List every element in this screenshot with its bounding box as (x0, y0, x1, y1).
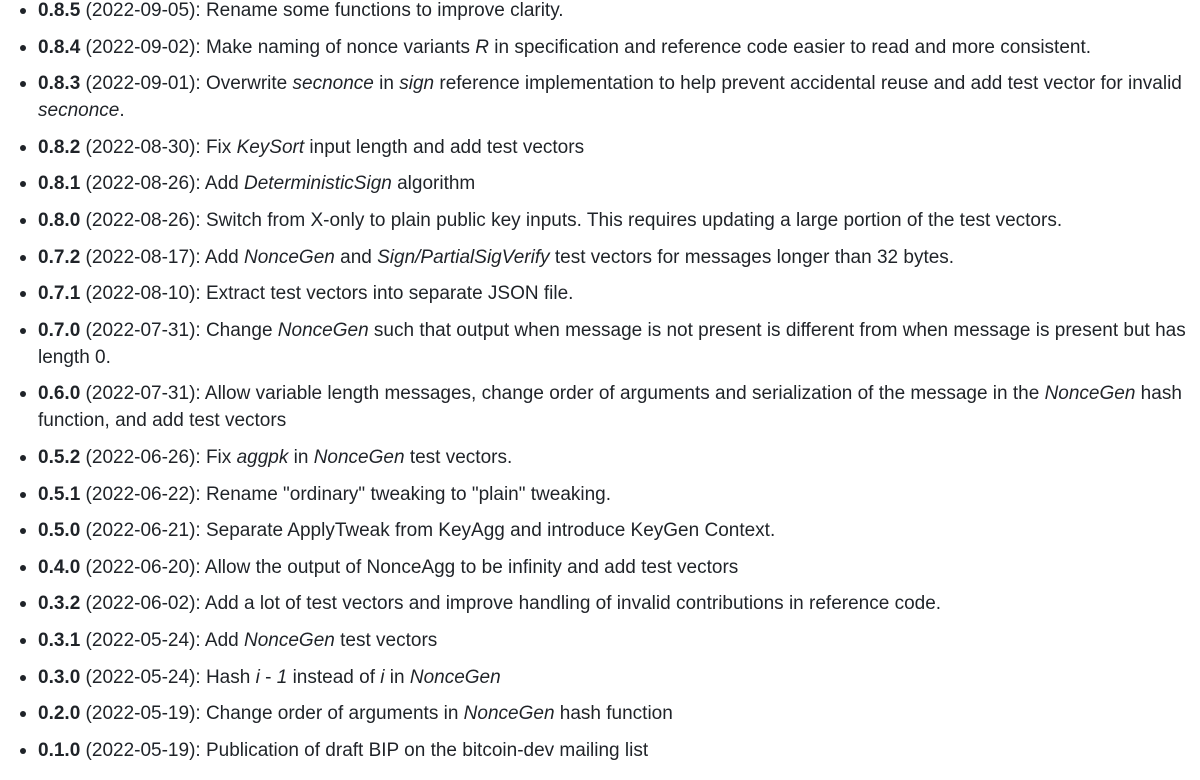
description-text: test vectors for messages longer than 32 bytes. (549, 246, 955, 268)
description-text: hash function, and add test vectors (38, 383, 1182, 432)
changelog-entry (0, 517, 1200, 544)
changelog-entry (0, 737, 1200, 764)
version-number: 0.5.1 (38, 483, 81, 505)
changelog-entry (0, 481, 1200, 508)
release-date: (2022-08-26): (85, 173, 201, 195)
code-term: secnonce (292, 73, 374, 95)
code-term: R (475, 36, 489, 58)
changelog-entry (0, 627, 1200, 654)
description-text: Make naming of nonce variants (205, 36, 476, 58)
changelog-entry (0, 34, 1200, 61)
description-text: Change (205, 319, 278, 341)
release-date: (2022-09-05): (85, 0, 201, 21)
release-date: (2022-07-31): (85, 319, 201, 341)
description-text: Fix (205, 446, 237, 468)
description-text: Overwrite (205, 73, 293, 95)
description-text: in specification and reference code easier to read and more consistent. (489, 36, 1092, 58)
version-number: 0.5.2 (38, 446, 81, 468)
description-text: test vectors. (404, 446, 513, 468)
release-date: (2022-05-24): (85, 666, 201, 688)
description-text: Add (204, 173, 244, 195)
version-number: 0.3.1 (38, 629, 81, 651)
description-text: reference implementation to help prevent accidental reuse and add test vector for invalid (434, 73, 1182, 95)
description-text: Rename "ordinary" tweaking to "plain" tweaking. (205, 483, 612, 505)
description-text: Switch from X-only to plain public key inputs. This requires updating a large portion of the test vectors. (205, 209, 1063, 231)
changelog-entry (0, 170, 1200, 197)
description-text: Change order of arguments in (205, 703, 464, 725)
version-number: 0.3.0 (38, 666, 81, 688)
description-text: Add (204, 246, 244, 268)
release-date: (2022-06-22): (85, 483, 201, 505)
description-text: Fix (205, 136, 237, 158)
description-text: hash function (554, 703, 673, 725)
description-text: Separate ApplyTweak from KeyAgg and introduce KeyGen Context. (205, 520, 776, 542)
code-term: sign (399, 73, 435, 95)
description-text: in (373, 73, 400, 95)
code-term: NonceGen (1044, 383, 1136, 405)
version-number: 0.8.2 (38, 136, 81, 158)
changelog-entry (0, 317, 1200, 371)
description-text: test vectors (334, 629, 438, 651)
version-number: 0.4.0 (38, 556, 81, 578)
code-term: Sign/PartialSigVerify (377, 246, 550, 268)
description-text: Extract test vectors into separate JSON file. (205, 283, 574, 305)
code-term: NonceGen (463, 703, 555, 725)
release-date: (2022-06-26): (85, 446, 201, 468)
version-number: 0.8.3 (38, 73, 81, 95)
version-number: 0.3.2 (38, 593, 81, 615)
code-term: NonceGen (244, 246, 335, 268)
changelog-entry (0, 380, 1200, 434)
release-date: (2022-08-30): (85, 136, 201, 158)
description-text: Allow variable length messages, change order of arguments and serialization of the message in the (204, 383, 1045, 405)
description-text: input length and add test vectors (304, 136, 585, 158)
code-term: aggpk (236, 446, 289, 468)
code-term: 1 (276, 666, 288, 688)
changelog-entry (0, 0, 1200, 24)
release-date: (2022-08-17): (85, 246, 201, 268)
code-term: NonceGen (313, 446, 405, 468)
version-number: 0.7.1 (38, 283, 81, 305)
changelog-entry (0, 280, 1200, 307)
version-number: 0.8.5 (38, 0, 81, 21)
description-text: Add (204, 629, 244, 651)
release-date: (2022-05-24): (85, 629, 201, 651)
version-number: 0.1.0 (38, 739, 81, 761)
description-text: such that output when message is not present is different from when message is present but has length 0. (38, 319, 1186, 368)
code-term: NonceGen (409, 666, 501, 688)
description-text: in (288, 446, 314, 468)
changelog-entry (0, 134, 1200, 161)
release-date: (2022-06-21): (85, 520, 201, 542)
code-term: DeterministicSign (244, 173, 392, 195)
release-date: (2022-06-20): (85, 556, 201, 578)
version-number: 0.8.4 (38, 36, 81, 58)
version-number: 0.7.0 (38, 319, 81, 341)
description-text: . (119, 100, 125, 122)
version-number: 0.2.0 (38, 703, 81, 725)
description-text: Hash (205, 666, 256, 688)
description-text: algorithm (391, 173, 476, 195)
version-number: 0.7.2 (38, 246, 81, 268)
description-text: Publication of draft BIP on the bitcoin-dev mailing list (205, 739, 649, 761)
code-term: KeySort (236, 136, 305, 158)
release-date: (2022-05-19): (85, 739, 201, 761)
description-text: - (259, 666, 277, 688)
release-date: (2022-09-01): (85, 73, 201, 95)
version-number: 0.5.0 (38, 520, 81, 542)
changelog-entry (0, 207, 1200, 234)
description-text: Add a lot of test vectors and improve handling of invalid contributions in reference code. (204, 593, 942, 615)
changelog-entry (0, 700, 1200, 727)
changelog-entry (0, 244, 1200, 271)
changelog-entry (0, 444, 1200, 471)
description-text: and (334, 246, 378, 268)
version-number: 0.8.0 (38, 209, 81, 231)
changelog-entry (0, 70, 1200, 124)
release-date: (2022-08-26): (85, 209, 201, 231)
description-text: instead of (287, 666, 381, 688)
release-date: (2022-09-02): (85, 36, 201, 58)
code-term: NonceGen (244, 629, 335, 651)
code-term: secnonce (38, 100, 120, 122)
changelog-entry (0, 590, 1200, 617)
changelog-entry (0, 664, 1200, 691)
code-term: i (255, 666, 260, 688)
code-term: i (380, 666, 385, 688)
release-date: (2022-08-10): (85, 283, 201, 305)
release-date: (2022-07-31): (85, 383, 201, 405)
release-date: (2022-06-02): (85, 593, 201, 615)
description-text: Allow the output of NonceAgg to be infinity and add test vectors (204, 556, 739, 578)
changelog-entry (0, 554, 1200, 581)
version-number: 0.6.0 (38, 383, 81, 405)
release-date: (2022-05-19): (85, 703, 201, 725)
version-number: 0.8.1 (38, 173, 81, 195)
code-term: NonceGen (277, 319, 369, 341)
description-text: in (384, 666, 410, 688)
description-text: Rename some functions to improve clarity. (205, 0, 564, 21)
